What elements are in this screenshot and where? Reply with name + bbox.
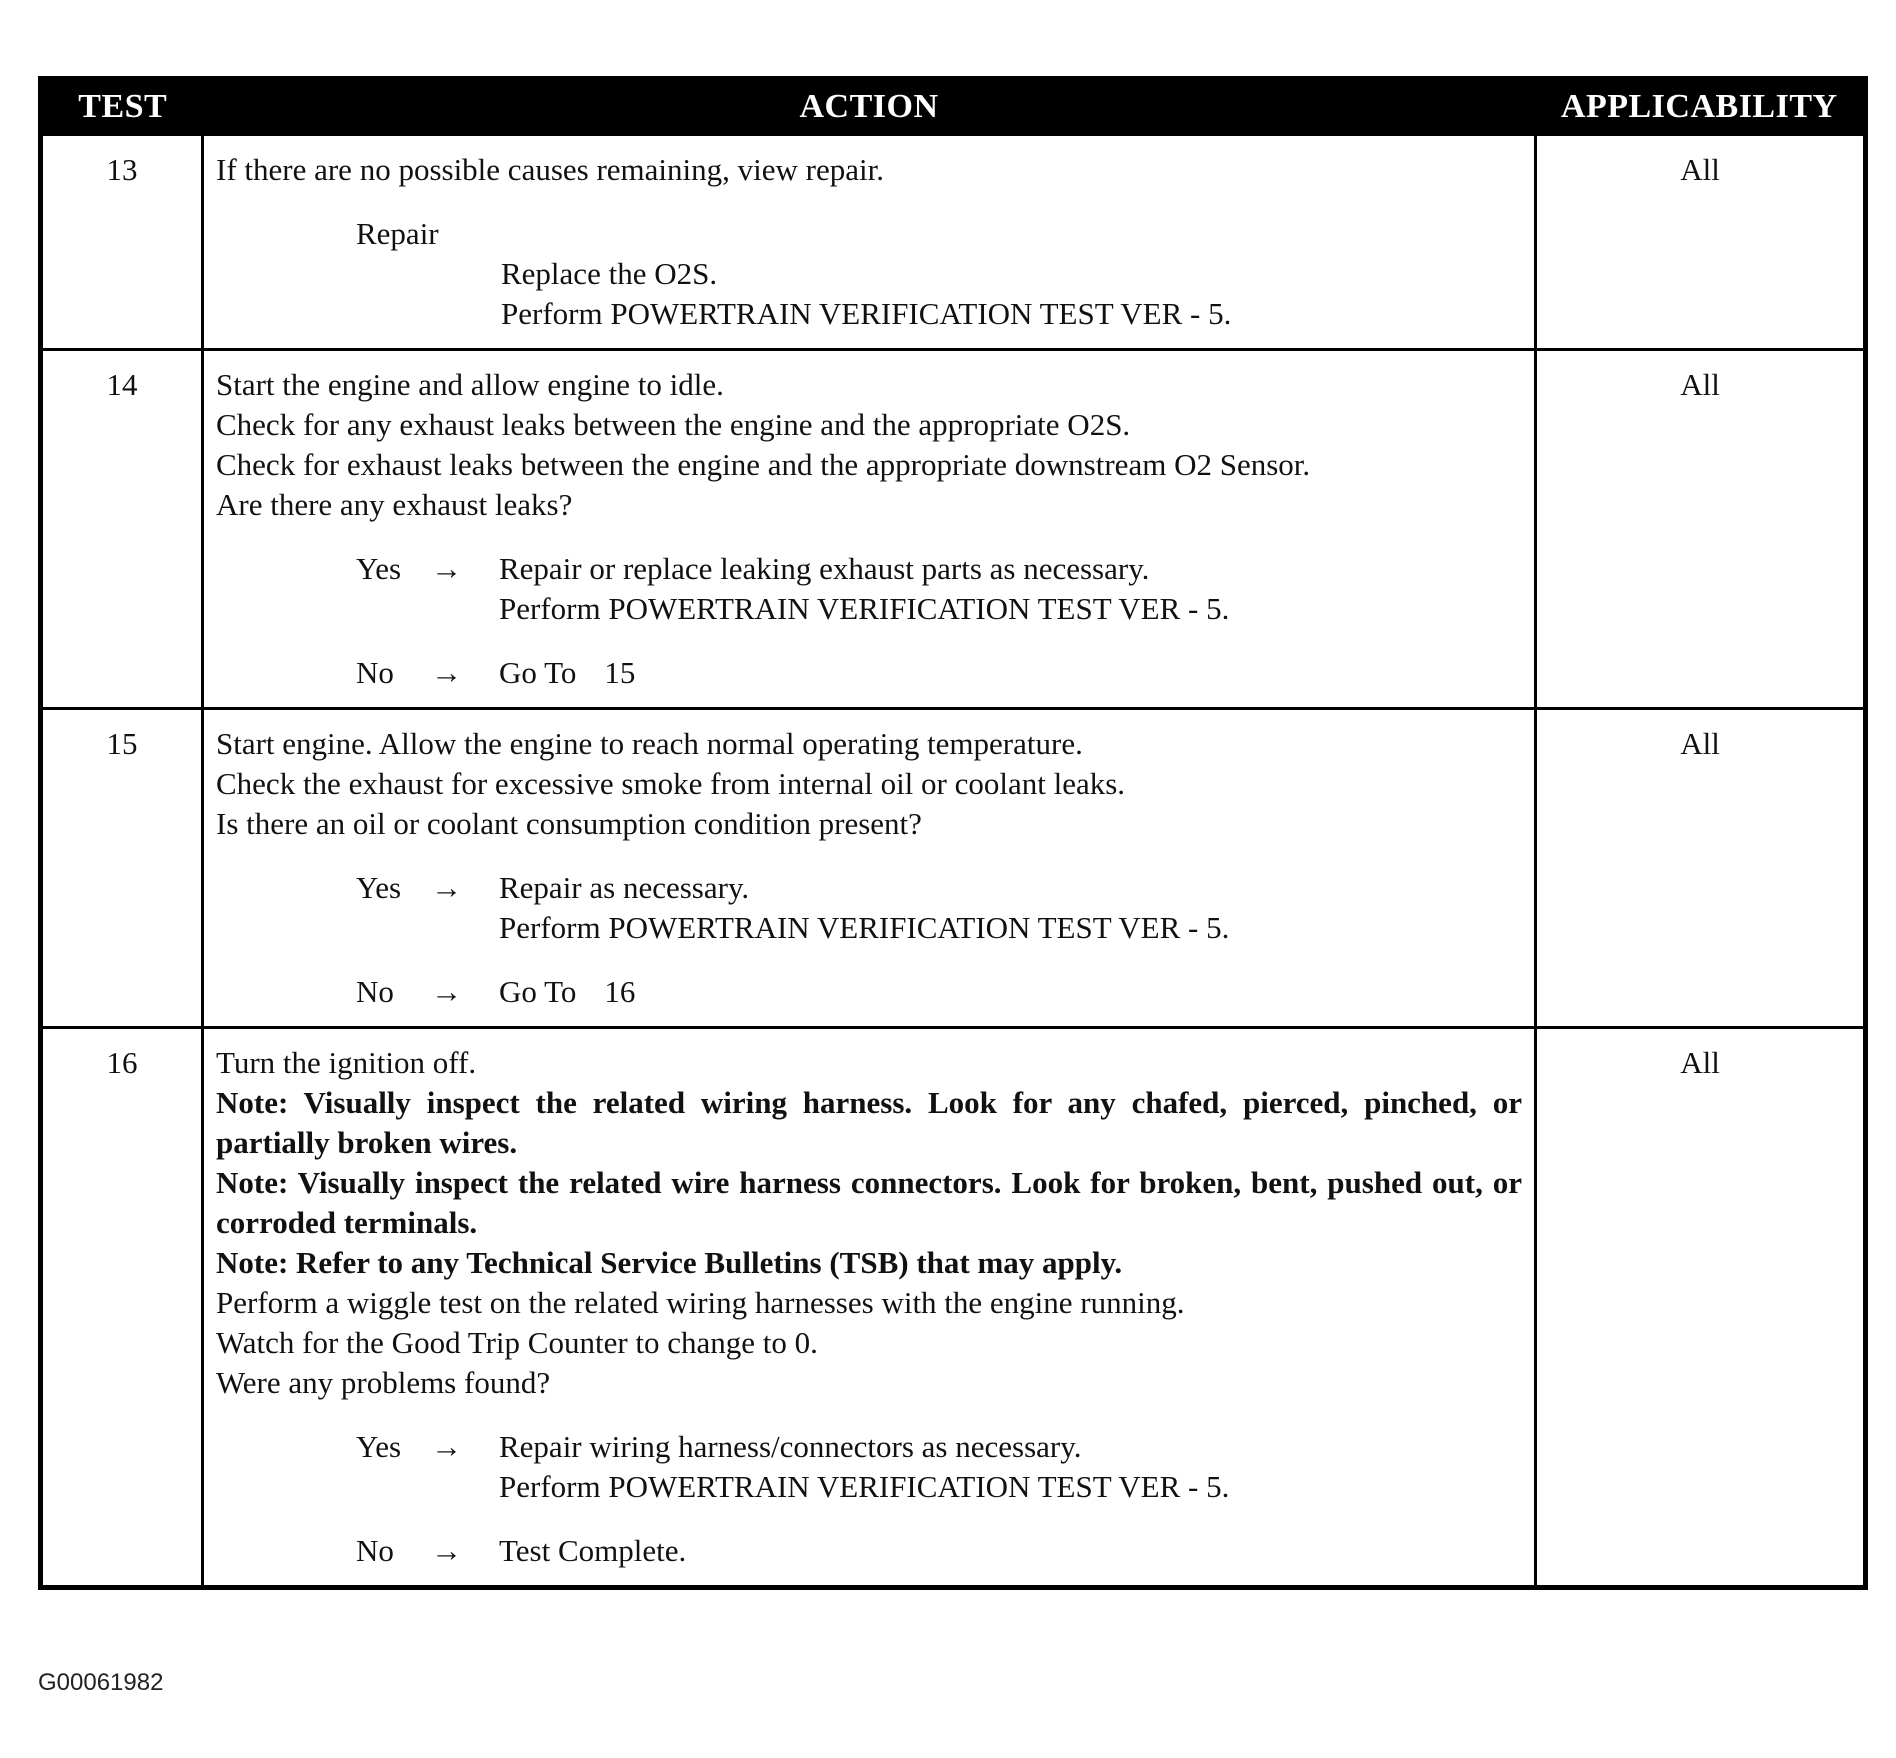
applicability-value: All: [1536, 350, 1866, 709]
yes-steps: [499, 1427, 1522, 1507]
yes-step: Repair as necessary.: [499, 870, 750, 905]
goto-text: Go To: [499, 655, 577, 690]
yes-steps: [499, 549, 1522, 629]
goto-target: 15: [604, 655, 636, 690]
arrow-right-icon: →: [431, 551, 462, 586]
arrow-right-icon: →: [431, 655, 462, 690]
test-number: 16: [41, 1028, 203, 1588]
yes-step: Perform POWERTRAIN VERIFICATION TEST VER - 5.: [499, 591, 1230, 626]
no-branch: [356, 653, 1522, 693]
test-row-14: [41, 350, 1866, 709]
repair-step: Perform POWERTRAIN VERIFICATION TEST VER - 5.: [501, 296, 1232, 331]
action-cell: [203, 350, 1536, 709]
note-line: Note: Visually inspect the related wire harness connectors. Look for broken, bent, pushed out, or corroded terminals.: [216, 1165, 1522, 1240]
test-row-13: [41, 135, 1866, 350]
yes-branch: [356, 868, 1522, 948]
action-line: Perform a wiggle test on the related wiring harnesses with the engine running.: [216, 1285, 1185, 1320]
header-action: ACTION: [203, 79, 1536, 135]
no-branch: [356, 972, 1522, 1012]
action-question: Are there any exhaust leaks?: [216, 487, 573, 522]
action-question: Were any problems found?: [216, 1365, 551, 1400]
no-label: No: [356, 1533, 394, 1568]
note-line: Note: Refer to any Technical Service Bulletins (TSB) that may apply.: [216, 1245, 1123, 1280]
no-step: [499, 653, 1522, 693]
no-label: No: [356, 974, 394, 1009]
action-line: Check for exhaust leaks between the engine and the appropriate downstream O2 Sensor.: [216, 447, 1311, 482]
action-line: Turn the ignition off.: [216, 1045, 477, 1080]
figure-id: G00061982: [38, 1669, 164, 1696]
applicability-value: All: [1536, 135, 1866, 350]
no-step: [499, 972, 1522, 1012]
test-row-15: [41, 709, 1866, 1028]
repair-label: Repair: [356, 216, 439, 251]
header-applicability: APPLICABILITY: [1536, 79, 1866, 135]
test-number: 14: [41, 350, 203, 709]
arrow-right-icon: →: [431, 870, 462, 905]
applicability-value: All: [1536, 1028, 1866, 1588]
header-test: TEST: [41, 79, 203, 135]
action-cell: [203, 135, 1536, 350]
test-number: 13: [41, 135, 203, 350]
yes-step: Repair or replace leaking exhaust parts as necessary.: [499, 551, 1150, 586]
yes-branch: [356, 549, 1522, 629]
action-line: Start the engine and allow engine to idle.: [216, 367, 724, 402]
yes-step: Repair wiring harness/connectors as necessary.: [499, 1429, 1082, 1464]
action-line: Check for any exhaust leaks between the engine and the appropriate O2S.: [216, 407, 1131, 442]
yes-label: Yes: [356, 1429, 402, 1464]
action-line: Check the exhaust for excessive smoke from internal oil or coolant leaks.: [216, 766, 1126, 801]
repair-step: Replace the O2S.: [501, 256, 718, 291]
yes-branch: [356, 1427, 1522, 1507]
applicability-value: All: [1536, 709, 1866, 1028]
goto-text: Go To: [499, 974, 577, 1009]
action-line: If there are no possible causes remaining, view repair.: [216, 152, 884, 187]
action-cell: [203, 1028, 1536, 1588]
no-branch: [356, 1531, 1522, 1571]
test-number: 15: [41, 709, 203, 1028]
arrow-right-icon: →: [431, 1533, 462, 1568]
repair-steps: [501, 254, 1522, 334]
no-label: No: [356, 655, 394, 690]
test-row-16: [41, 1028, 1866, 1588]
action-cell: [203, 709, 1536, 1028]
arrow-right-icon: →: [431, 1429, 462, 1464]
action-line: Watch for the Good Trip Counter to change to 0.: [216, 1325, 818, 1360]
table-header-row: [41, 79, 1866, 135]
yes-steps: [499, 868, 1522, 948]
yes-step: Perform POWERTRAIN VERIFICATION TEST VER - 5.: [499, 910, 1230, 945]
action-question: Is there an oil or coolant consumption condition present?: [216, 806, 922, 841]
yes-label: Yes: [356, 551, 402, 586]
goto-target: 16: [604, 974, 636, 1009]
arrow-right-icon: →: [431, 974, 462, 1009]
repair-block: [356, 214, 1522, 334]
yes-step: Perform POWERTRAIN VERIFICATION TEST VER - 5.: [499, 1469, 1230, 1504]
diagnostic-test-table: [38, 76, 1868, 1590]
yes-label: Yes: [356, 870, 402, 905]
note-line: Note: Visually inspect the related wiring harness. Look for any chafed, pierced, pinched, or partially broken wires.: [216, 1085, 1522, 1160]
action-line: Start engine. Allow the engine to reach normal operating temperature.: [216, 726, 1083, 761]
no-step: Test Complete.: [499, 1533, 687, 1568]
